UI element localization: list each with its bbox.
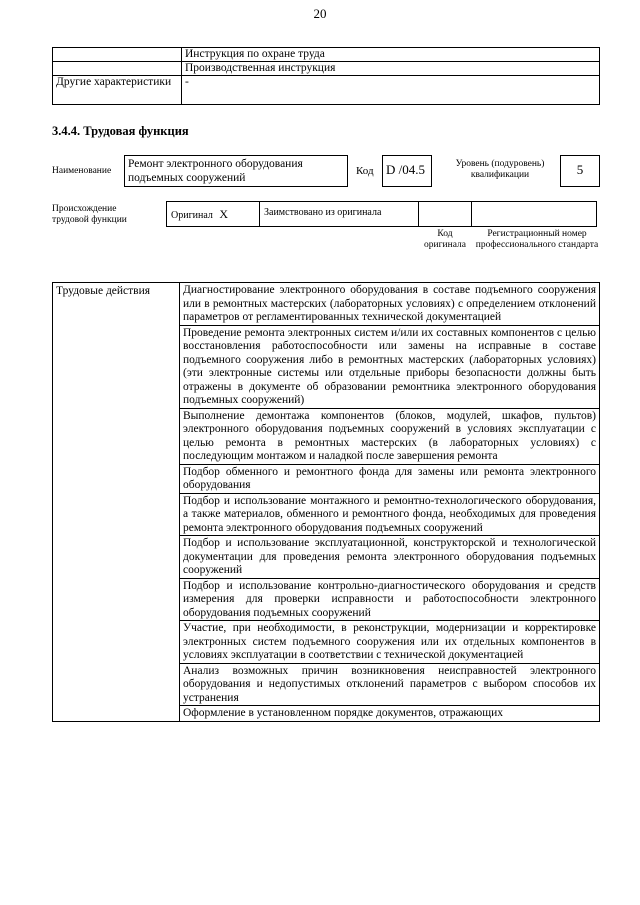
top-table [52, 47, 600, 105]
labor-action: Проведение ремонта электронных систем и/или их составных компонентов с целью восстановления работоспособности или замены на исправные в составе подъемного сооружения либо в ремонтных мастерских (лабораторных условиях) (эти электронные системы или отдельные приборы безопасности должны быть отражены в документе об образовании ремонтника электронного оборудования подъемных сооружений) [180, 325, 600, 408]
reg-number-label: Регистрационный номер профессионального стандарта [475, 229, 599, 250]
function-code: D /04.5 [382, 155, 432, 187]
table-row [53, 283, 600, 326]
labor-action: Подбор и использование монтажного и ремонтно-технологического оборудования, а также материалов, обменного и ремонтного фонда, необходимых для проведения ремонта электронного оборудования подъемных сооружений [180, 493, 600, 536]
origin-row [166, 201, 597, 227]
table-cell: Другие характеристики [53, 76, 182, 105]
original-mark: X [219, 207, 229, 221]
level-label: Уровень (подуровень) квалификации [455, 159, 545, 180]
labor-action: Оформление в установленном порядке документов, отражающих [180, 706, 600, 722]
table-cell: - [182, 76, 600, 105]
code-original-label: Код оригинала [424, 229, 466, 250]
labor-action: Подбор и использование эксплуатационной, конструкторской и технологической документации для проведения ремонта электронного оборудования подъемных сооружений [180, 536, 600, 579]
table-row [53, 48, 600, 62]
labor-actions-header: Трудовые действия [53, 283, 180, 722]
name-label: Наименование [52, 166, 112, 176]
function-name: Ремонт электронного оборудования подъемных сооружений [124, 155, 348, 187]
table-cell: Инструкция по охране труда [182, 48, 600, 62]
table-cell [53, 62, 182, 76]
page-number: 20 [313, 6, 327, 21]
labor-action: Подбор обменного и ремонтного фонда для замены или ремонта электронного оборудования [180, 464, 600, 493]
table-cell [53, 48, 182, 62]
reg-number-cell [471, 201, 597, 227]
code-label: Код [356, 165, 374, 177]
table-cell: Производственная инструкция [182, 62, 600, 76]
origin-label: Происхождение трудовой функции [52, 204, 127, 225]
labor-action: Диагностирование электронного оборудования в составе подъемного сооружения или в ремонтных мастерских (лабораторных условиях) с определением отклонений параметров от регламентированных технической документацией [180, 283, 600, 326]
labor-action: Участие, при необходимости, в реконструкции, модернизации и корректировке электронных систем подъемного сооружения или их отдельных компонентов в условиях эксплуатации в соответствии с технической документацией [180, 621, 600, 664]
qualification-level: 5 [560, 155, 600, 187]
section-title: 3.4.4. Трудовая функция [52, 124, 189, 138]
borrowed-cell: Заимствовано из оригинала [259, 201, 419, 227]
table-row [53, 76, 600, 105]
labor-action: Анализ возможных причин возникновения неисправностей электронного оборудования и недопустимых отклонений параметров с выбором способов их устранения [180, 663, 600, 706]
labor-actions-table [52, 282, 600, 722]
table-row [53, 62, 600, 76]
original-label: Оригинал [171, 210, 213, 221]
labor-action: Выполнение демонтажа компонентов (блоков, модулей, шкафов, пультов) электронного оборудования подъемных сооружений в условиях эксплуатации с целью ремонта в ремонтных мастерских (в лабораторных условиях) с последующим монтажом и наладкой после завершения ремонта [180, 408, 600, 464]
original-cell [166, 201, 260, 227]
labor-action: Подбор и использование контрольно-диагностического оборудования и средств измерения для проверки исправности и работоспособности электронного оборудования подъемных сооружений [180, 578, 600, 621]
code-original-cell [418, 201, 472, 227]
